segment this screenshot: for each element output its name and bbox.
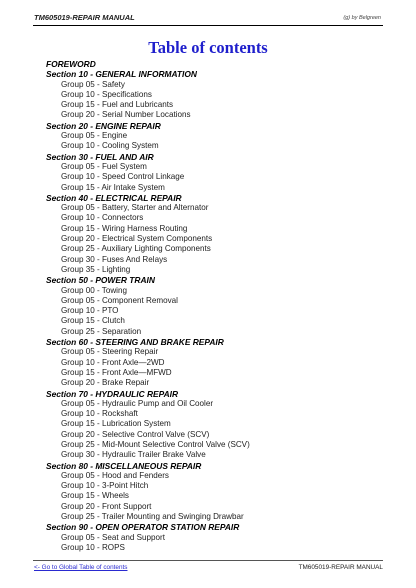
toc-group-link[interactable]: Group 30 - Fuses And Relays (61, 254, 168, 264)
toc-group-link[interactable]: Group 05 - Battery, Starter and Alternator (61, 203, 209, 213)
credit-text: (g) by Belgreen (343, 15, 381, 21)
toc-group-link[interactable]: Group 35 - Lighting (61, 264, 131, 274)
toc-group-link[interactable]: Group 10 - PTO (61, 306, 119, 316)
global-toc-link[interactable]: <- Go to Global Table of contents (34, 564, 128, 571)
toc-group-link[interactable]: Group 15 - Fuel and Lubricants (61, 100, 174, 110)
toc-section-link[interactable]: Section 40 - ELECTRICAL REPAIR (46, 192, 182, 203)
footer-manual-ref: TM605019-REPAIR MANUAL (298, 564, 383, 571)
toc-group-link[interactable]: Group 00 - Towing (61, 285, 127, 295)
toc-group-link[interactable]: Group 05 - Fuel System (61, 161, 147, 171)
toc-group-link[interactable]: Group 10 - ROPS (61, 542, 125, 552)
toc-group-link[interactable]: Group 05 - Hood and Fenders (61, 470, 169, 480)
toc-sections (46, 69, 250, 553)
toc-group-link[interactable]: Group 15 - Clutch (61, 316, 125, 326)
toc-list (46, 59, 250, 553)
toc-group-link[interactable]: Group 25 - Auxiliary Lighting Components (61, 244, 211, 254)
toc-group-link[interactable]: Group 15 - Wiring Harness Routing (61, 223, 188, 233)
toc-group-link[interactable]: Group 20 - Selective Control Valve (SCV) (61, 429, 210, 439)
toc-section-link[interactable]: Section 80 - MISCELLANEOUS REPAIR (46, 460, 202, 471)
toc-group-link[interactable]: Group 15 - Front Axle—MFWD (61, 367, 172, 377)
footer-divider (33, 560, 383, 561)
manual-title: TM605019-REPAIR MANUAL (34, 13, 135, 22)
toc-group-link[interactable]: Group 05 - Seat and Support (61, 532, 165, 542)
toc-group-link[interactable]: Group 10 - Front Axle—2WD (61, 357, 165, 367)
toc-group-link[interactable]: Group 05 - Safety (61, 79, 125, 89)
toc-group-link[interactable]: Group 20 - Electrical System Components (61, 234, 213, 244)
toc-group-link[interactable]: Group 30 - Hydraulic Trailer Brake Valve (61, 450, 206, 460)
toc-group-link[interactable]: Group 15 - Lubrication System (61, 419, 171, 429)
toc-section-link[interactable]: Section 20 - ENGINE REPAIR (46, 120, 161, 131)
toc-group-link[interactable]: Group 05 - Steering Repair (61, 347, 159, 357)
toc-group-link[interactable]: Group 05 - Engine (61, 131, 128, 141)
toc-group-link[interactable]: Group 05 - Component Removal (61, 295, 178, 305)
header-divider (33, 25, 383, 26)
toc-foreword-link[interactable]: FOREWORD (46, 59, 96, 69)
toc-section-link[interactable]: Section 60 - STEERING AND BRAKE REPAIR (46, 337, 224, 348)
page-title: Table of contents (148, 38, 268, 57)
toc-group-link[interactable]: Group 05 - Hydraulic Pump and Oil Cooler (61, 398, 214, 408)
toc-group-link[interactable]: Group 25 - Trailer Mounting and Swinging Drawbar (61, 512, 244, 522)
toc-group-link[interactable]: Group 10 - Specifications (61, 89, 152, 99)
toc-group-link[interactable]: Group 20 - Serial Number Locations (61, 110, 191, 120)
toc-group-link[interactable]: Group 15 - Air Intake System (61, 182, 165, 192)
toc-section-link[interactable]: Section 50 - POWER TRAIN (46, 275, 155, 286)
toc-group-link[interactable]: Group 10 - 3-Point Hitch (61, 481, 149, 491)
toc-group-link[interactable]: Group 25 - Mid-Mount Selective Control Valve (SCV) (61, 439, 250, 449)
toc-group-link[interactable]: Group 10 - Speed Control Linkage (61, 172, 185, 182)
toc-group-link[interactable]: Group 10 - Connectors (61, 213, 144, 223)
toc-group-link[interactable]: Group 20 - Front Support (61, 501, 152, 511)
toc-section-link[interactable]: Section 30 - FUEL AND AIR (46, 151, 154, 162)
toc-section-link[interactable]: Section 70 - HYDRAULIC REPAIR (46, 388, 178, 399)
toc-section-link[interactable]: Section 90 - OPEN OPERATOR STATION REPAIR (46, 522, 240, 533)
toc-group-link[interactable]: Group 20 - Brake Repair (61, 378, 150, 388)
toc-group-link[interactable]: Group 15 - Wheels (61, 491, 129, 501)
toc-section-link[interactable]: Section 10 - GENERAL INFORMATION (46, 69, 197, 80)
toc-group-link[interactable]: Group 10 - Cooling System (61, 141, 159, 151)
toc-group-link[interactable]: Group 25 - Separation (61, 326, 142, 336)
toc-group-link[interactable]: Group 10 - Rockshaft (61, 409, 138, 419)
